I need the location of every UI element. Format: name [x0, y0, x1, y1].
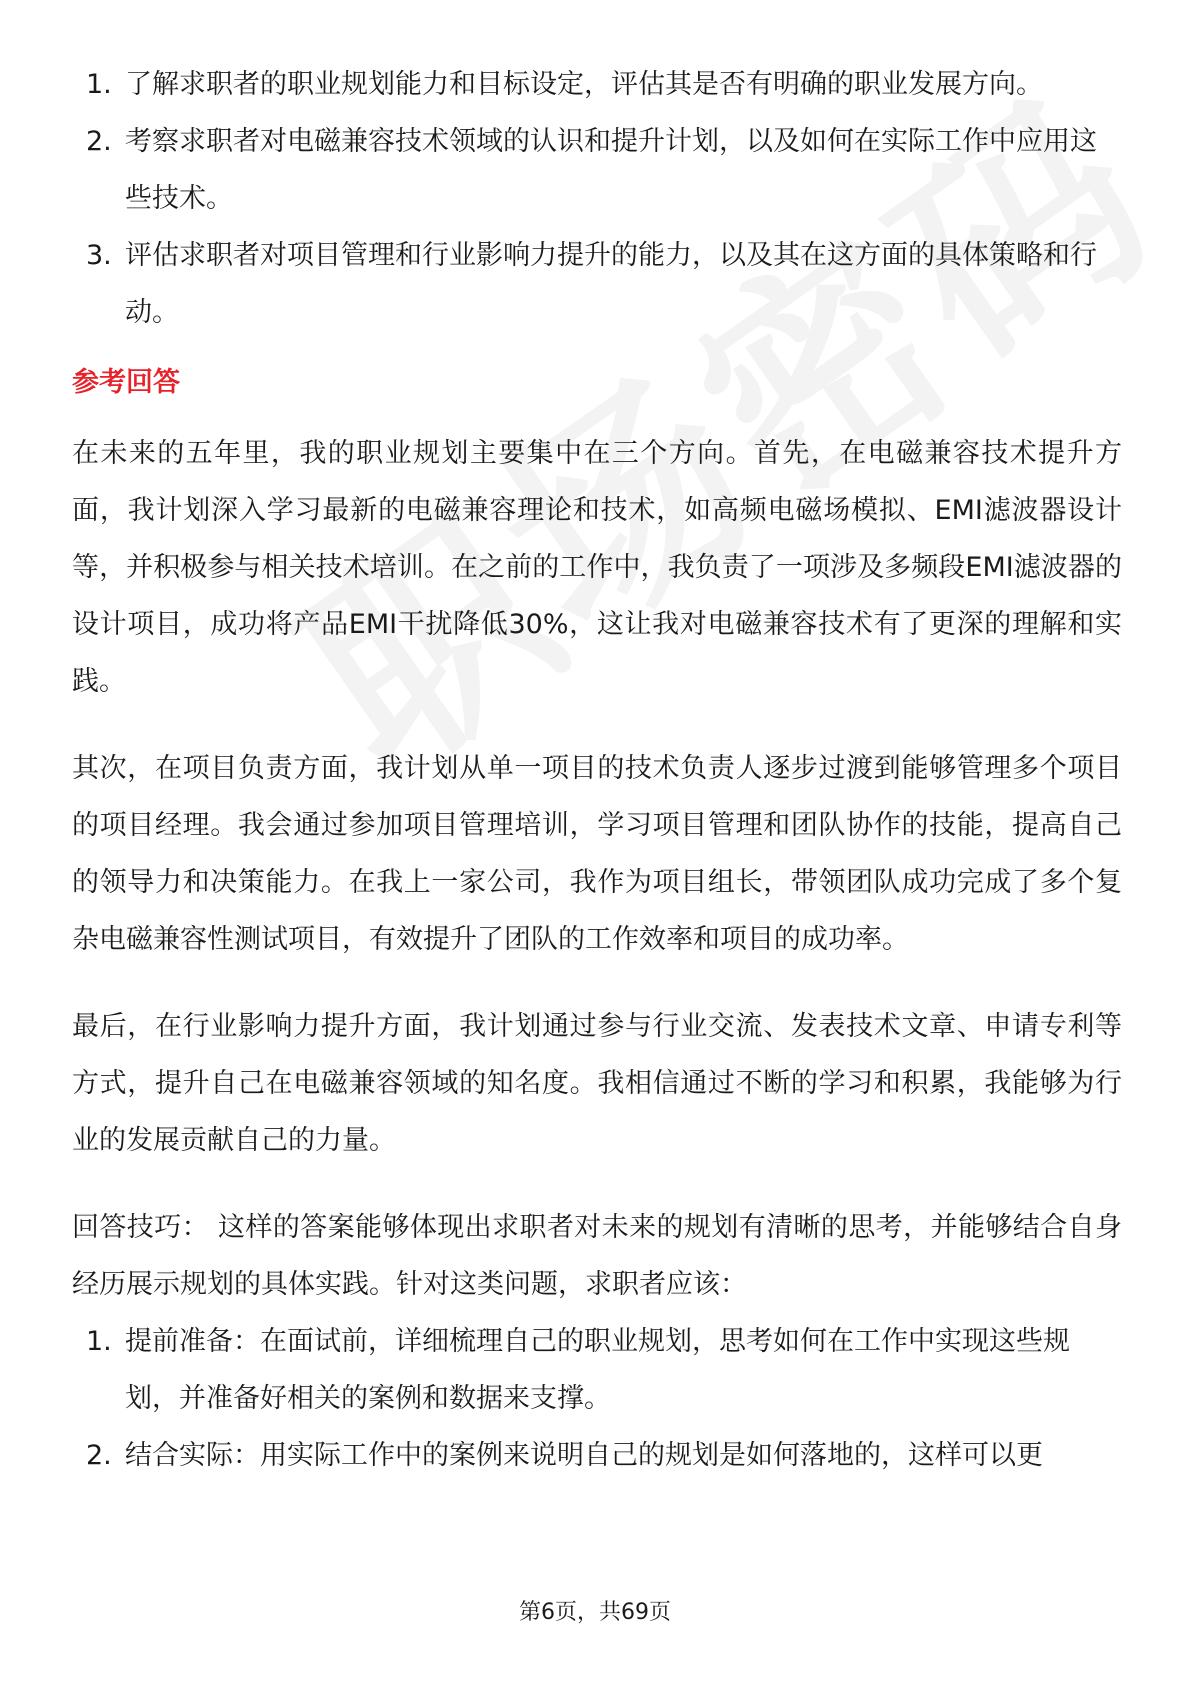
- list-item-number: 3.: [86, 240, 112, 271]
- answer-paragraph-3: 最后，在行业影响力提升方面，我计划通过参与行业交流、发表技术文章、申请专利等方式，提升自己在电磁兼容领域的知名度。我相信通过不断的学习和积累，我能够为行业的发展贡献自己的力量。: [72, 1011, 1122, 1156]
- list-item-number: 1.: [86, 1326, 112, 1357]
- list-item-number: 2.: [86, 1440, 112, 1471]
- answer-tips-paragraph: 回答技巧： 这样的答案能够体现出求职者对未来的规划有清晰的思考，并能够结合自身经历展示规划的具体实践。针对这类问题，求职者应该：: [72, 1212, 1122, 1300]
- evaluation-points-list: [72, 56, 1122, 341]
- list-item-number: 1.: [86, 69, 112, 100]
- list-item-text: 了解求职者的职业规划能力和目标设定，评估其是否有明确的职业发展方向。: [125, 69, 1043, 100]
- list-item: [72, 113, 1122, 227]
- list-item-text: 考察求职者对电磁兼容技术领域的认识和提升计划，以及如何在实际工作中应用这些技术。: [125, 126, 1097, 214]
- list-item-text: 提前准备：在面试前，详细梳理自己的职业规划，思考如何在工作中实现这些规划，并准备好相关的案例和数据来支撑。: [125, 1326, 1070, 1414]
- list-item-number: 2.: [86, 126, 112, 157]
- answer-paragraph-1: 在未来的五年里，我的职业规划主要集中在三个方向。首先，在电磁兼容技术提升方面，我计划深入学习最新的电磁兼容理论和技术，如高频电磁场模拟、EMI滤波器设计等，并积极参与相关技术培训。在之前的工作中，我负责了一项涉及多频段EMI滤波器的设计项目，成功将产品EMI干扰降低30%，这让我对电磁兼容技术有了更深的理解和实践。: [72, 438, 1122, 697]
- answer-paragraph-2: 其次，在项目负责方面，我计划从单一项目的技术负责人逐步过渡到能够管理多个项目的项目经理。我会通过参加项目管理培训，学习项目管理和团队协作的技能，提高自己的领导力和决策能力。在我上一家公司，我作为项目组长，带领团队成功完成了多个复杂电磁兼容性测试项目，有效提升了团队的工作效率和项目的成功率。: [72, 753, 1122, 955]
- page-footer: 第6页，共69页: [519, 1600, 671, 1625]
- list-item: [72, 1313, 1122, 1427]
- section-title: 参考回答: [72, 367, 180, 398]
- list-item-text: 评估求职者对项目管理和行业影响力提升的能力，以及其在这方面的具体策略和行动。: [125, 240, 1097, 328]
- list-item-text: 结合实际：用实际工作中的案例来说明自己的规划是如何落地的，这样可以更: [125, 1440, 1043, 1471]
- document-body: [72, 56, 1122, 1484]
- list-item: [72, 227, 1122, 341]
- list-item: [72, 56, 1122, 113]
- list-item: [72, 1427, 1122, 1484]
- tips-list: [72, 1313, 1122, 1484]
